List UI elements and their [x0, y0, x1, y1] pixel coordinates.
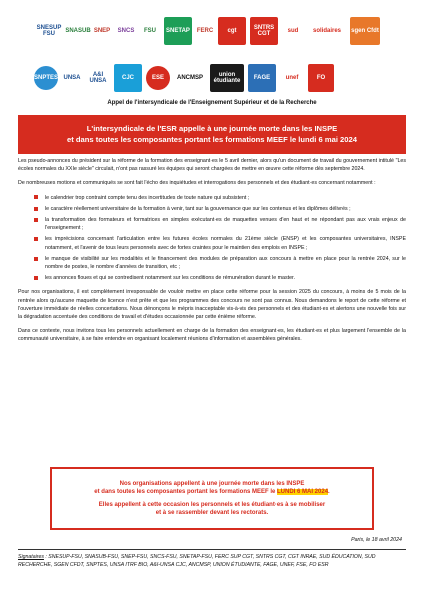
sud-logo: sud [282, 22, 304, 40]
unsa-itrf-logo: UNSA [62, 69, 82, 87]
signatories [18, 553, 406, 569]
lead-paragraph: De nombreuses motions et communiqués se sont fait l'écho des inquiétudes et interrogations des personnels et des étudiant·es concernant notamment : [18, 180, 376, 187]
ancmsp-logo: ANCMSP [174, 69, 206, 87]
intro-paragraph: Les pseudo-annonces du président sur la réforme de la formation des enseignant·es le 5 avril dernier, alors qu'un document de travail du gouvernement intitulé "Les écoles normales du XXIe siècle" circulait, n'ont pas rassuré les équipes qui seront chargées de mettre en œuvre cette réforme dès septembre 2024. [18, 158, 406, 173]
invitation-paragraph: Dans ce contexte, nous invitons tous les personnels actuellement en charge de la formation des enseignant·es, les étudiant·es et plus largement l'ensemble de la communauté universitaire, à se faire entendre en organisant localement réunions d'information et assemblées générales. [18, 328, 406, 343]
callout-first-sentence: Nos organisations appellent à une journée morte dans les INSPE et dans toutes les composantes portant les formations MEEF le LUNDI 6 MAI 2024. [94, 480, 330, 496]
sgen-logo: sgen Cfdt [350, 17, 380, 45]
document-heading: Appel de l'intersyndicale de l'Enseignement Supérieur et de la Recherche [107, 100, 317, 106]
concerns-list [18, 194, 406, 283]
snesup-logo: SNESUP FSU [34, 22, 64, 40]
date-highlight: LUNDI 6 MAI 2024 [277, 489, 329, 496]
logo-strip [34, 8, 394, 100]
unef-logo: unef [280, 69, 304, 87]
call-to-action-box [50, 467, 374, 530]
bullet-marker [34, 195, 38, 199]
ai-unsa-logo: A&I UNSA [86, 69, 110, 87]
bullet-marker [34, 218, 38, 222]
bullet-marker [34, 207, 38, 211]
concern-item: le calendrier trop contraint compte tenu des incertitudes de toute nature qui subsistent ; [34, 194, 406, 202]
concern-item: le manque de visibilité sur les modalités et le financement des modules de préparation aux concours à mettre en place pour la rentrée 2024, sur le nombre de postes, le nombre d'années de transition, etc ; [34, 255, 406, 271]
concern-item: la transformation des formateurs et formatrices en simples exécutant·es de maquettes venues d'en haut et ne répondant pas aux vrais enjeux de l'enseignement ; [34, 216, 406, 232]
sncs-logo: SNCS [116, 22, 136, 40]
snptes-logo: SNPTES [34, 66, 58, 90]
concern-item: le caractère réellement universitaire de la formation à venir, tant sur la gouvernance que sur les contenus et les diplômes délivrés ; [34, 205, 406, 213]
banner-line-2: et dans toutes les composantes portant les formations MEEF le lundi 6 mai 2024 [67, 134, 357, 144]
ferc-logo: FERC [196, 22, 214, 40]
fage-logo: FAGE [248, 64, 276, 92]
signatories-label: Signataires [18, 554, 44, 560]
fsu-logo: FSU [140, 22, 160, 40]
title-banner [18, 115, 406, 154]
signatories-list: : SNESUP-FSU, SNASUB-FSU, SNEP-FSU, SNCS-FSU, SNETAP-FSU, FERC SUP CGT, SNTRS CGT, CGT INRAE, SUD ÉDUCATION, SUD RECHERCHE, SGEN CFDT, SNPTES, UNSA ITRF BIO, A&I-UNSA CJC, ANCMSP, UNION ÉTUDIANTE, FAGE, UNEF, FSE, FO ESR [18, 554, 376, 569]
position-paragraph: Pour nos organisations, il est complètement irresponsable de vouloir mettre en place cette réforme pour la session 2025 du concours, à moins de 5 mois de la rentrée alors qu'aucune maquette de licence n'est prête et que les programmes des concours ne sont pas connus. Nous demandons le report de cette réforme et l'ouverture immédiate de réelles concertations. Nous dénonçons le mépris inacceptable vis-à-vis des personnels et des étudiant·es et alertons une nouvelle fois sur la dégradation accentuée des conditions de travail et d'études occasionnée par cette énième réforme. [18, 289, 406, 321]
snetap-logo: SNETAP [164, 17, 192, 45]
banner-line-1: L'intersyndicale de l'ESR appelle à une journée morte dans les INSPE [86, 124, 338, 134]
snasub-logo: SNASUB [68, 22, 88, 40]
logo-row-1 [34, 8, 394, 54]
ese-logo: ESE [146, 66, 170, 90]
logo-row-2 [34, 56, 394, 100]
date-signoff: Paris, le 18 avril 2024 [351, 537, 402, 543]
body-text [18, 157, 406, 350]
callout-second-sentence: Elles appellent à cette occasion les personnels et les étudiant·es à se mobiliser et à se rassembler devant les rectorats. [98, 501, 326, 516]
solidaires-logo: solidaires [308, 22, 346, 40]
union-etudiante-logo: union étudiante [210, 64, 244, 92]
fo-logo: FO [308, 64, 334, 92]
sntrs-logo: SNTRS CGT [250, 17, 278, 45]
cjc-logo: CJC [114, 64, 142, 92]
bullet-marker [34, 237, 38, 241]
concern-item: les imprécisions concernant l'articulation entre les futures écoles normales du 21ème siècle (ENSP) et les composantes universitaires, INSPE notamment, et l'avenir de tous leurs personnels avec de fortes craintes pour le maintien des emplois en INSPE ; [34, 235, 406, 251]
bullet-marker [34, 257, 38, 261]
bullet-marker [34, 276, 38, 280]
snep-logo: SNEP [92, 22, 112, 40]
divider [18, 549, 406, 550]
cgt-logo: cgt [218, 17, 246, 45]
concern-item: les annonces floues et qui se contredisent notamment sur les conditions de rémunération durant le master. [34, 274, 406, 282]
